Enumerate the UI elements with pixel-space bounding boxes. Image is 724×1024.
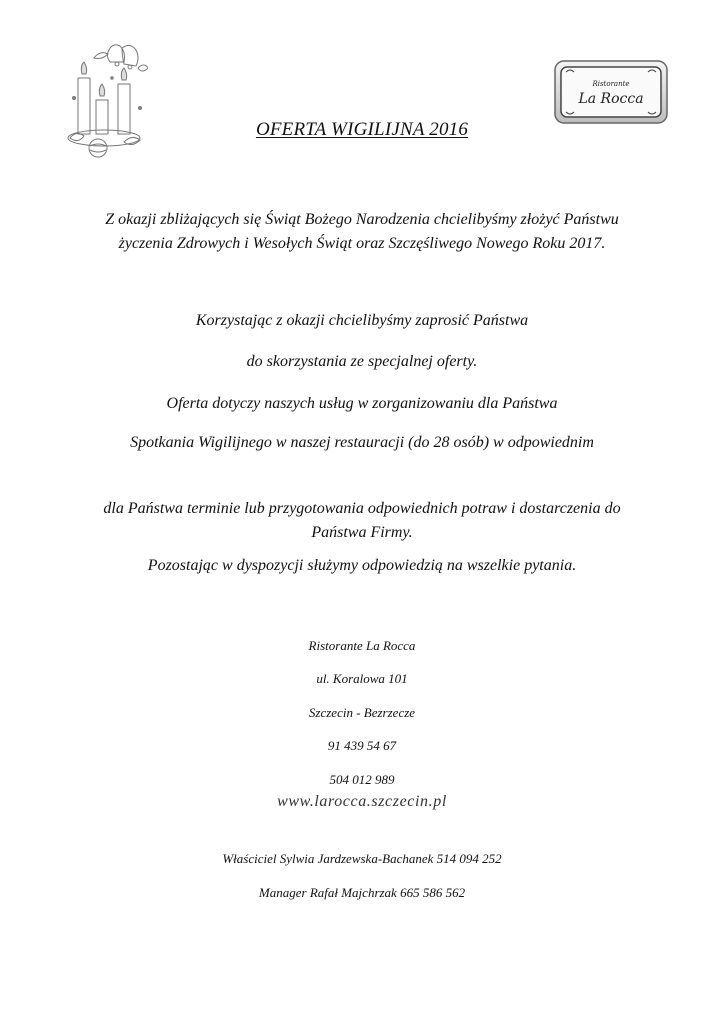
closing-line: Pozostając w dyspozycji służymy odpowiedzią na wszelkie pytania.	[147, 557, 577, 574]
catering-paragraph: dla Państwa terminie lub przygotowania odpowiednich potraw i dostarczenia do Państwa Firmy.	[103, 500, 621, 541]
website-link[interactable]: www.larocca.szczecin.pl	[277, 793, 447, 810]
candles-decoration-icon	[60, 38, 148, 160]
offer-line: do skorzystania ze specjalnej oferty.	[246, 353, 478, 370]
services-line: Oferta dotyczy naszych usług w zorganizowaniu dla Państwa	[166, 395, 558, 412]
logo-subtitle: Ristorante	[592, 80, 630, 88]
logo-name: La Rocca	[578, 91, 644, 107]
contact-owner: Właściciel Sylwia Jardzewska-Bachanek 514 094 252	[222, 851, 502, 866]
contact-street: ul. Koralowa 101	[316, 671, 408, 686]
contact-phone-landline: 91 439 54 67	[327, 738, 397, 753]
restaurant-logo	[552, 58, 670, 126]
contact-phone-mobile: 504 012 989	[329, 772, 395, 787]
invitation-line: Korzystając z okazji chcielibyśmy zaprosić Państwa	[195, 312, 529, 329]
greeting-paragraph: Z okazji zbliżających się Świąt Bożego Narodzenia chcielibyśmy złożyć Państwu życzenia Zdrowych i Wesołych Świąt oraz Szczęśliwego Nowego Roku 2017.	[105, 211, 619, 252]
contact-city: Szczecin - Bezrzecze	[308, 705, 416, 720]
page-title: OFERTA WIGILIJNA 2016	[255, 119, 469, 140]
contact-manager: Manager Rafał Majchrzak 665 586 562	[258, 885, 466, 900]
christmas-meeting-paragraph: Spotkania Wigilijnego w naszej restauracji (do 28 osób) w odpowiednim	[130, 434, 594, 451]
contact-restaurant-name: Ristorante La Rocca	[308, 638, 416, 653]
